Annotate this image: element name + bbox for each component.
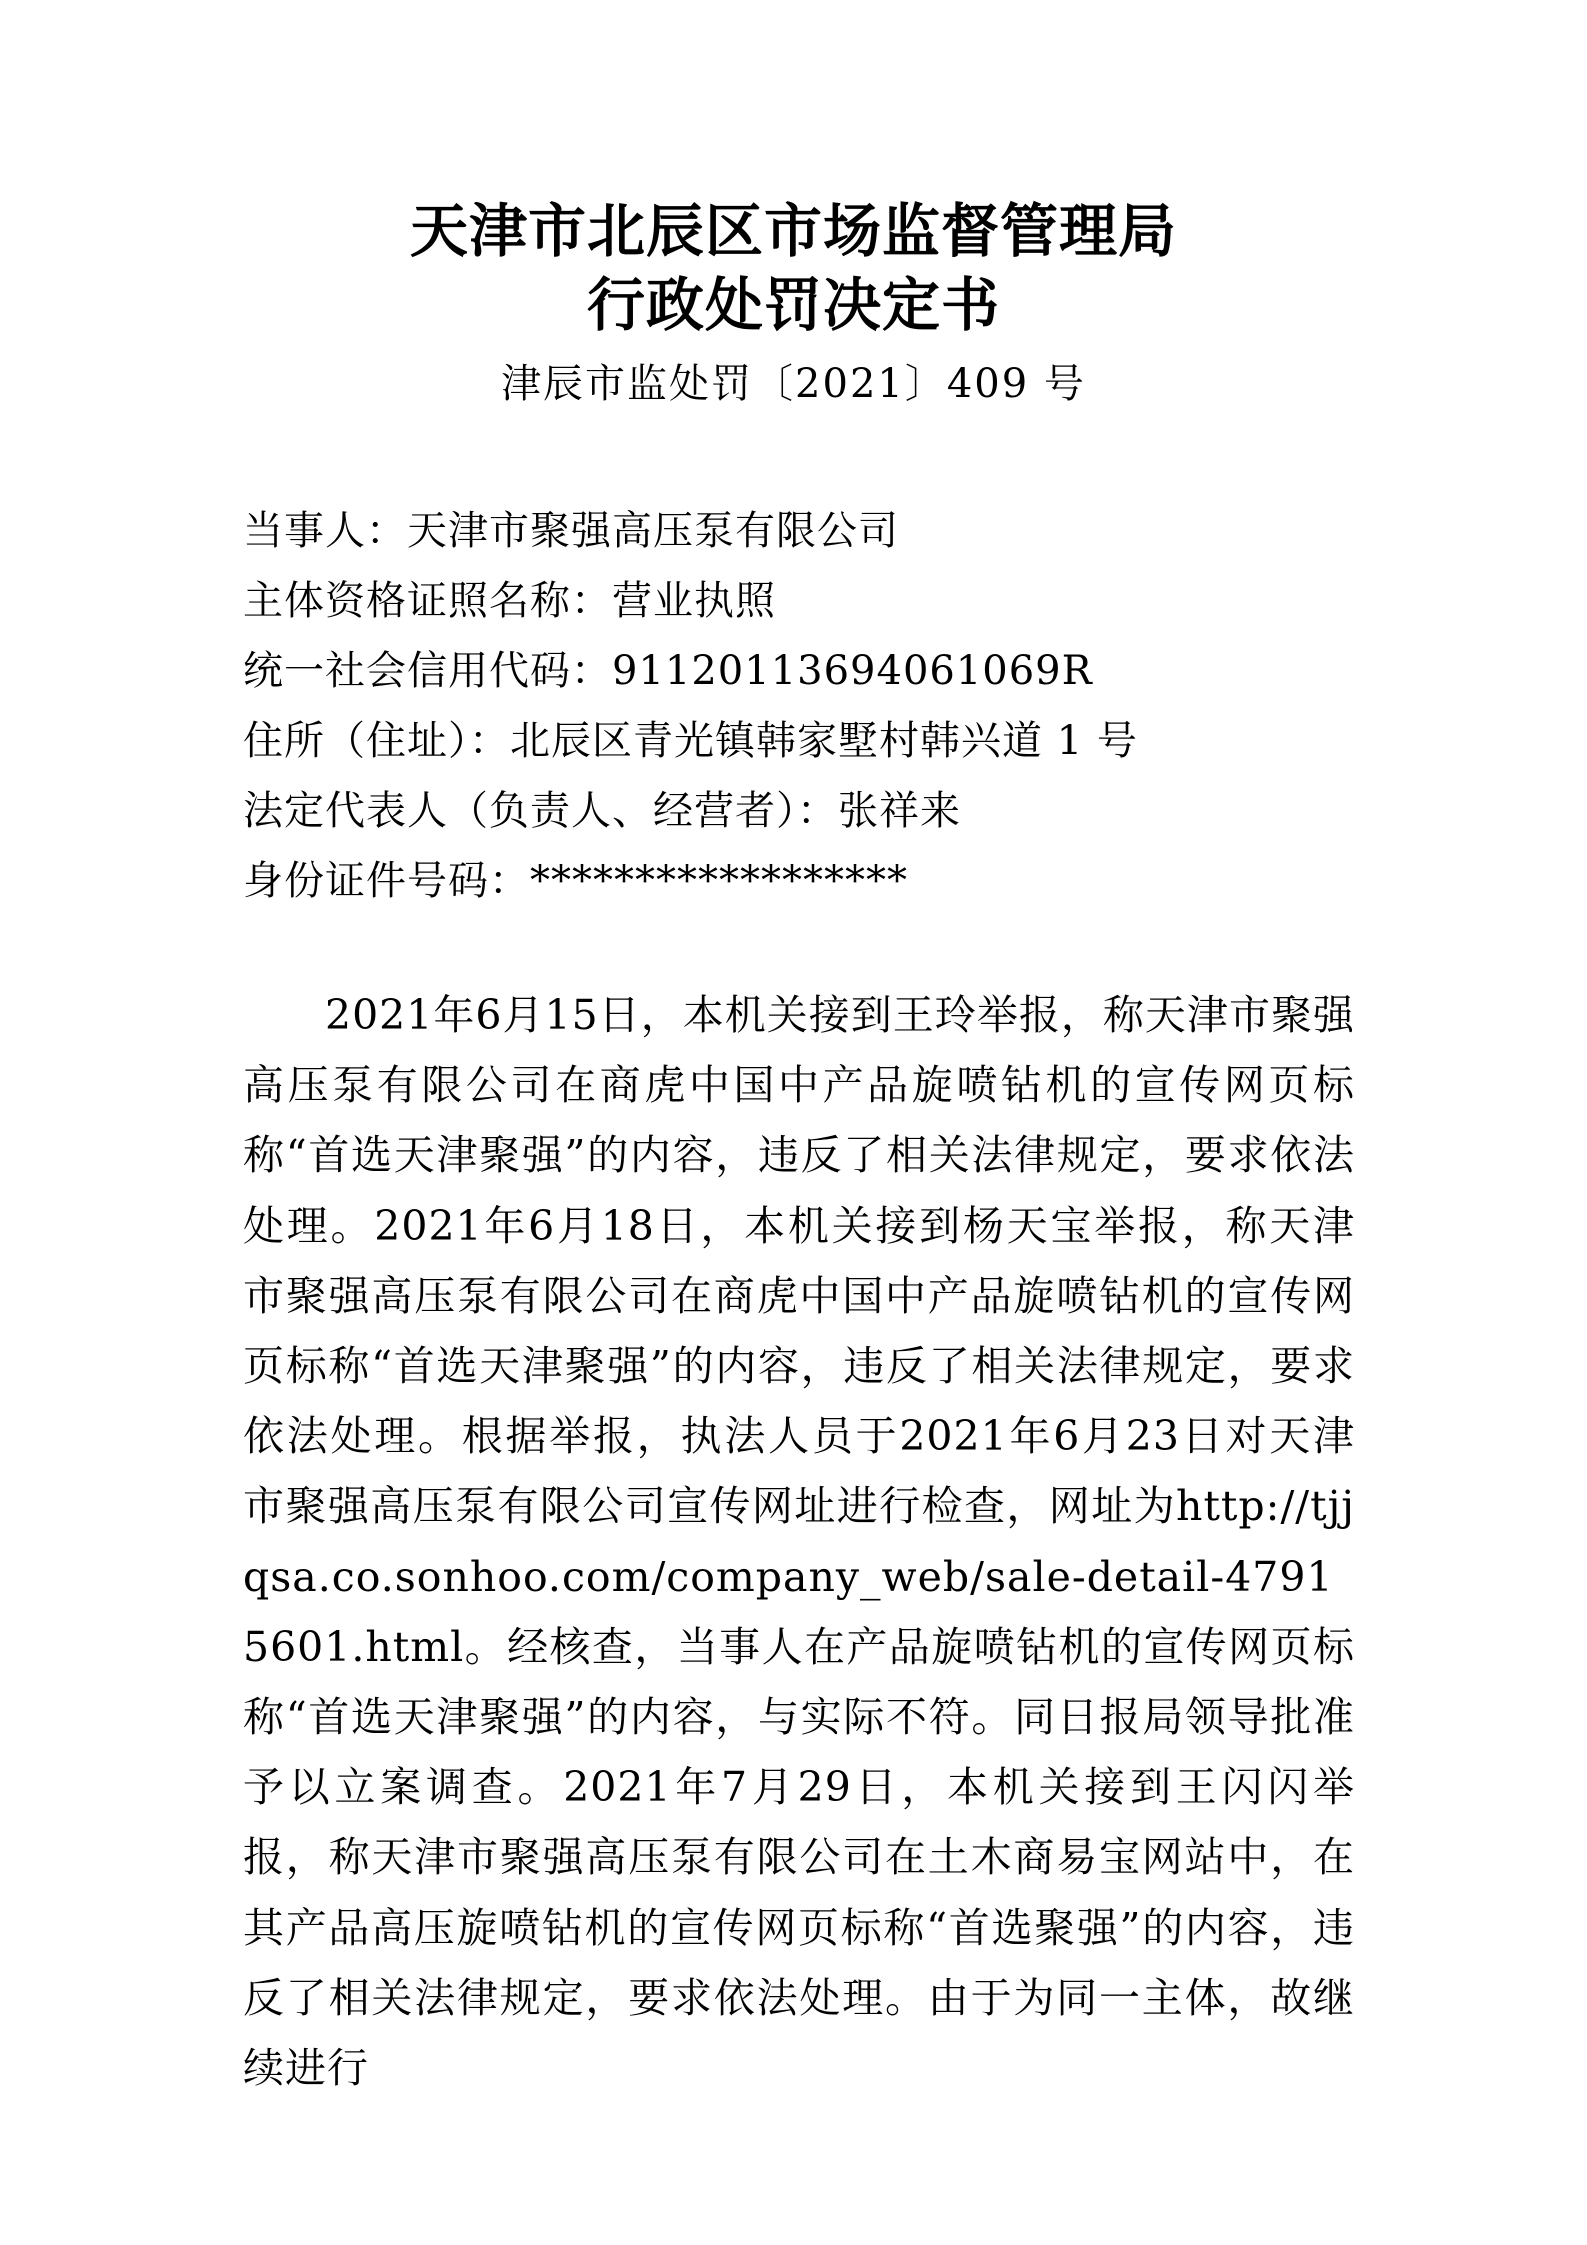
id-number: 身份证件号码：****************** <box>243 858 908 904</box>
document-number: 津辰市监处罚〔2021〕409 号 <box>501 361 1086 407</box>
legal-representative: 法定代表人（负责人、经营者）：张祥来 <box>243 788 961 834</box>
qualification-name: 主体资格证照名称：营业执照 <box>243 578 776 624</box>
body-paragraph: 2021年6月15日，本机关接到王玲举报，称天津市聚强高压泵有限公司在商虎中国中产品旋喷钻机的宣传网页标称“首选天津聚强”的内容，违反了相关法律规定，要求依法处理。2021年6月18日，本机关接到杨天宝举报，称天津市聚强高压泵有限公司在商虎中国中产品旋喷钻机的宣传网页标称“首选天津聚强”的内容，违反了相关法律规定，要求依法处理。根据举报，执法人员于2021年6月23日对天津市聚强高压泵有限公司宣传网址进行检查，网址为http://tjjqsa.co.sonhoo.com/company_web/sale-detail-47915601.html。经核查，当事人在产品旋喷钻机的宣传网页标称“首选天津聚强”的内容，与实际不符。同日报局领导批准予以立案调查。2021年7月29日，本机关接到王闪闪举报，称天津市聚强高压泵有限公司在土木商易宝网站中，在其产品高压旋喷钻机的宣传网页标称“首选聚强”的内容，违反了相关法律规定，要求依法处理。由于为同一主体，故继续进行 <box>243 991 1355 2093</box>
document-title-type: 行政处罚决定书 <box>586 271 1000 339</box>
address: 住所（住址）：北辰区青光镇韩家墅村韩兴道 1 号 <box>243 718 1138 764</box>
credit-code: 统一社会信用代码：91120113694061069R <box>243 648 1093 694</box>
party-name: 当事人：天津市聚强高压泵有限公司 <box>243 508 899 554</box>
party-info-block <box>243 496 1363 916</box>
document-title-agency: 天津市北辰区市场监督管理局 <box>409 197 1177 265</box>
